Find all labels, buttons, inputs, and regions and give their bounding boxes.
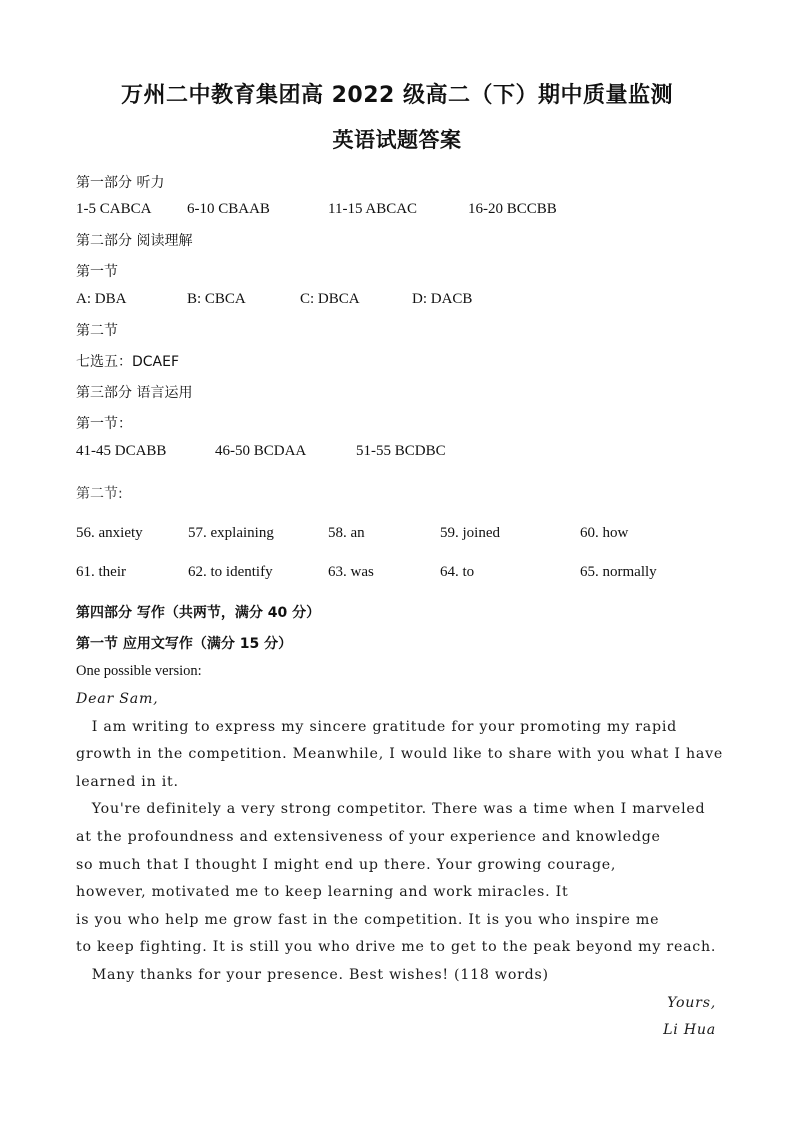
part4-section1-heading: 第一节 应用文写作（满分 15 分）: [76, 636, 293, 652]
letter-salutation: Dear Sam,: [76, 691, 159, 707]
grammar-answer-65: 65. normally: [580, 564, 657, 580]
letter-line-6: so much that I thought I might end up there. Your growing courage,: [76, 857, 617, 873]
letter-line-10: Many thanks for your presence. Best wishes! (118 words): [76, 967, 549, 983]
letter-signature: Li Hua: [663, 1022, 716, 1038]
part1-answer-2: 6-10 CBAAB: [187, 201, 270, 217]
grammar-answer-60: 60. how: [580, 525, 629, 541]
part1-answer-1: 1-5 CABCA: [76, 201, 152, 217]
part2-answer-b: B: CBCA: [187, 291, 246, 307]
letter-line-7: however, motivated me to keep learning and work miracles. It: [76, 884, 569, 900]
part1-heading: 第一部分 听力: [76, 175, 165, 191]
letter-line-9: to keep fighting. It is still you who drive me to get to the peak beyond my reach.: [76, 939, 717, 955]
part3-answer-1: 41-45 DCABB: [76, 443, 167, 459]
letter-closing: Yours,: [667, 995, 716, 1011]
part2-section2-heading: 第二节: [76, 323, 118, 339]
grammar-answer-56: 56. anxiety: [76, 525, 143, 541]
grammar-answer-61: 61. their: [76, 564, 126, 580]
part2-answer-c: C: DBCA: [300, 291, 360, 307]
letter-line-4: You're definitely a very strong competitor. There was a time when I marveled: [76, 801, 706, 817]
part1-answer-3: 11-15 ABCAC: [328, 201, 418, 217]
part4-heading: 第四部分 写作（共两节，满分 40 分）: [76, 605, 321, 621]
letter-line-3: learned in it.: [76, 774, 179, 790]
letter-line-2: growth in the competition. Meanwhile, I would like to share with you what I have: [76, 746, 723, 762]
letter-line-5: at the profoundness and extensiveness of your experience and knowledge: [76, 829, 661, 845]
grammar-answer-62: 62. to identify: [188, 564, 273, 580]
part3-answer-2: 46-50 BCDAA: [215, 443, 307, 459]
part3-heading: 第三部分 语言运用: [76, 385, 193, 401]
grammar-answer-63: 63. was: [328, 564, 374, 580]
letter-line-1: I am writing to express my sincere gratitude for your promoting my rapid: [76, 719, 677, 735]
part2-answer-d: D: DACB: [412, 291, 473, 307]
letter-line-8: is you who help me grow fast in the competition. It is you who inspire me: [76, 912, 660, 928]
part1-answer-4: 16-20 BCCBB: [468, 201, 557, 217]
grammar-answer-57: 57. explaining: [188, 525, 274, 541]
part2-answer-a: A: DBA: [76, 291, 127, 307]
part2-heading: 第二部分 阅读理解: [76, 233, 193, 249]
grammar-answer-59: 59. joined: [440, 525, 500, 541]
page-title: 万州二中教育集团高 2022 级高二（下）期中质量监测: [120, 83, 674, 108]
part3-section2-heading: 第二节:: [76, 486, 123, 502]
version-label: One possible version:: [76, 663, 202, 679]
page-subtitle: 英语试题答案: [332, 128, 462, 152]
part3-answer-3: 51-55 BCDBC: [356, 443, 446, 459]
part2-section1-heading: 第一节: [76, 264, 118, 280]
grammar-answer-58: 58. an: [328, 525, 365, 541]
part2-section2-answer: 七选五：DCAEF: [76, 354, 180, 370]
part3-section1-heading: 第一节：: [76, 416, 132, 432]
grammar-answer-64: 64. to: [440, 564, 475, 580]
